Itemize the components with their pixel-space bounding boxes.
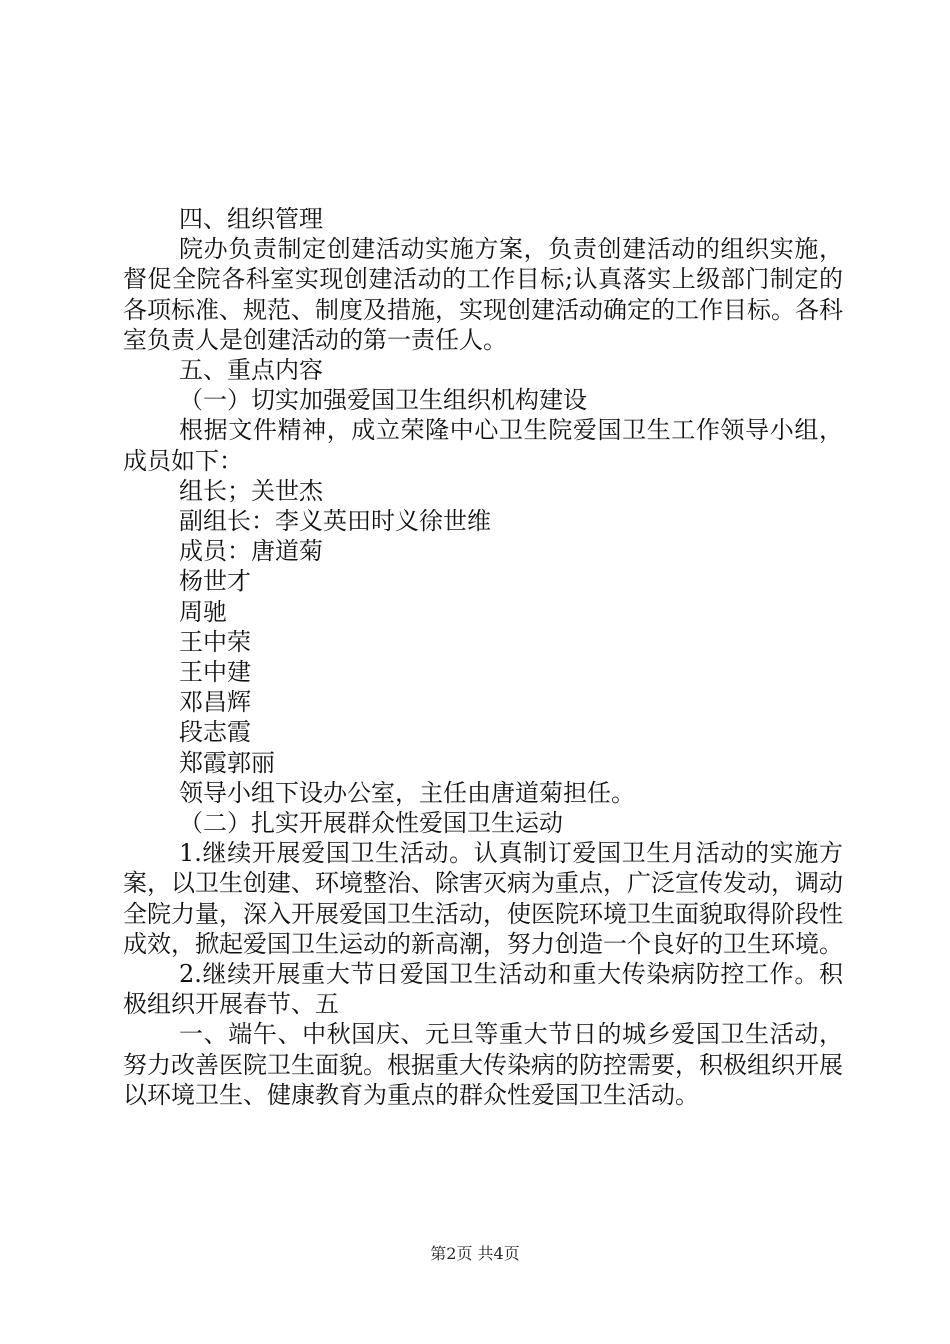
member-line: 王中荣 [179, 627, 251, 656]
body-paragraph: 根据文件精神，成立荣隆中心卫生院爱国卫生工作领导小组，成员如下： [123, 416, 843, 475]
subsection-heading: （二）扎实开展群众性爱国卫生运动 [179, 809, 563, 838]
member-line: 组长；关世杰 [179, 476, 323, 505]
member-line: 周驰 [179, 597, 227, 626]
member-line: 杨世才 [179, 567, 251, 596]
body-paragraph: 1.继续开展爱国卫生活动。认真制订爱国卫生月活动的实施方案，以卫生创建、环境整治、除害灭病为重点，广泛宣传发动，调动全院力量，深入开展爱国卫生活动，使医院环境卫生面貌取得阶段性成效，掀起爱国卫生运动的新高潮，努力创造一个良好的卫生环境。 [123, 839, 843, 958]
member-line: 王中建 [179, 658, 251, 687]
body-paragraph: 领导小组下设办公室，主任由唐道菊担任。 [179, 778, 635, 807]
body-paragraph: 院办负责制定创建活动实施方案，负责创建活动的组织实施，督促全院各科室实现创建活动的工作目标;认真落实上级部门制定的各项标准、规范、制度及措施，实现创建活动确定的工作目标。各科室负责人是创建活动的第一责任人。 [123, 235, 843, 354]
member-line: 副组长：李义英田时义徐世维 [179, 507, 491, 536]
section-heading: 四、组织管理 [179, 205, 323, 233]
body-paragraph: 2.继续开展重大节日爱国卫生活动和重大传染病防控工作。积极组织开展春节、五 [123, 960, 843, 1019]
member-line: 成员：唐道菊 [179, 537, 323, 566]
member-line: 邓昌辉 [179, 688, 251, 717]
document-body [123, 204, 843, 1110]
section-heading: 五、重点内容 [179, 356, 323, 385]
page-number-footer: 第2页 共4页 [430, 1244, 520, 1263]
member-line: 段志霞 [179, 718, 251, 747]
member-line: 郑霞郭丽 [179, 748, 275, 777]
body-paragraph: 一、端午、中秋国庆、元旦等重大节日的城乡爱国卫生活动，努力改善医院卫生面貌。根据重大传染病的防控需要，积极组织开展以环境卫生、健康教育为重点的群众性爱国卫生活动。 [123, 1020, 843, 1109]
subsection-heading: （一）切实加强爱国卫生组织机构建设 [179, 386, 587, 415]
